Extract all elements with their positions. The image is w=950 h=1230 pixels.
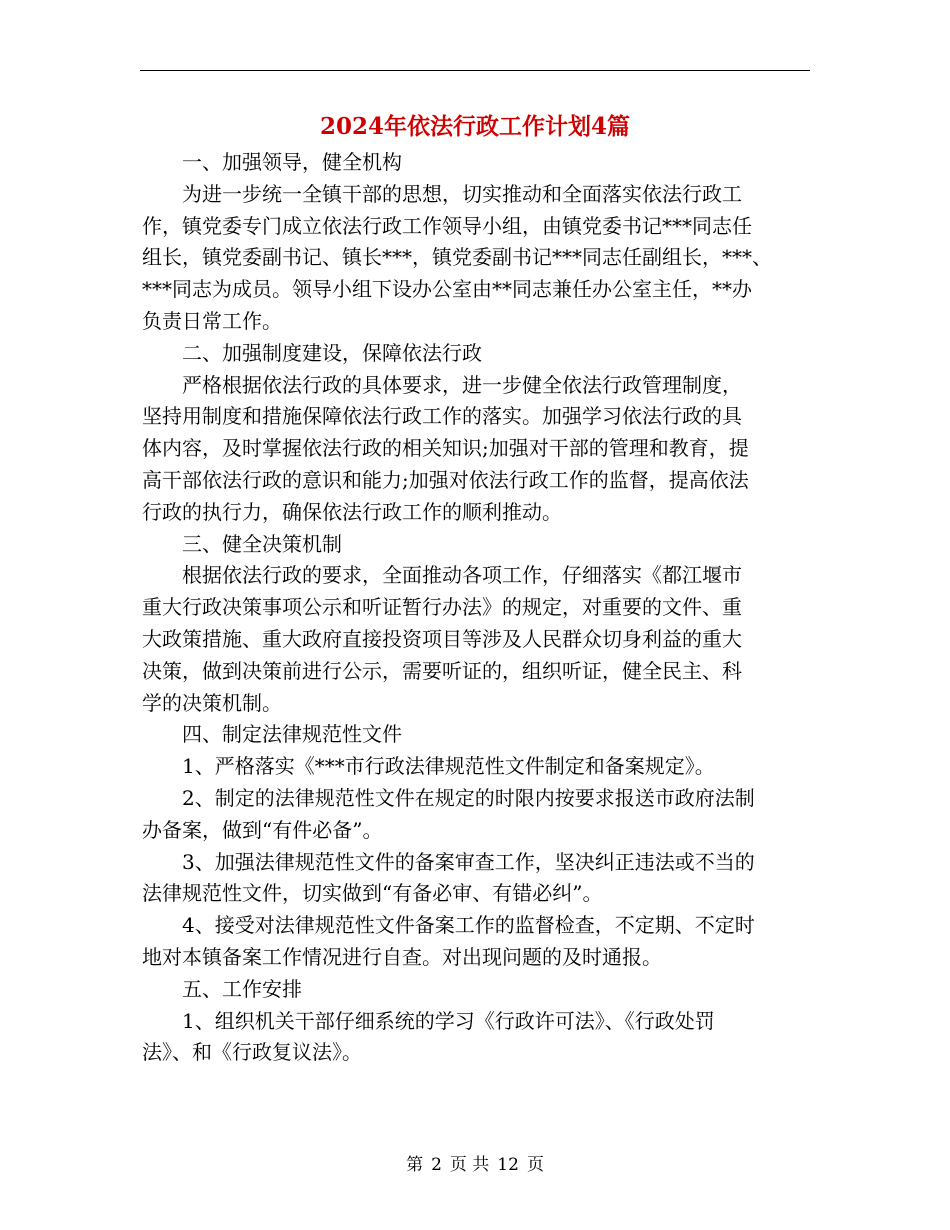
footer-suffix: 页 bbox=[526, 1155, 544, 1175]
document-body bbox=[142, 147, 812, 1069]
section-heading-5: 五、工作安排 bbox=[182, 976, 302, 1001]
section-paragraph-3: 根据依法行政的要求，全面推动各项工作，仔细落实《都江堰市 重大行政决策事项公示和听证暂行办法》的规定，对重要的文件、重 大政策措施、重大政府直接投资项目等涉及人民群众切身利益的重大 决策，做到决策前进行公示，需要听证的，组织听证，健全民主、科 学的决策机制。 bbox=[142, 563, 742, 715]
footer-prefix: 第 bbox=[406, 1155, 424, 1175]
footer-current-page: 2 bbox=[431, 1155, 442, 1175]
section-heading-4: 四、制定法律规范性文件 bbox=[182, 722, 402, 747]
section-heading-2: 二、加强制度建设，保障依法行政 bbox=[182, 340, 482, 365]
list-item-4-2: 2、制定的法律规范性文件在规定的时限内按要求报送市政府法制 办备案，做到“有件必备”。 bbox=[142, 785, 755, 842]
section-heading-3: 三、健全决策机制 bbox=[182, 531, 342, 556]
document-title: 2024年依法行政工作计划4篇 bbox=[319, 113, 631, 140]
list-item-5-1: 1、组织机关干部仔细系统的学习《行政许可法》、《行政处罚 法》、和《行政复议法》。 bbox=[142, 1008, 715, 1065]
footer-total-pages: 12 bbox=[497, 1155, 519, 1175]
section-paragraph-2: 严格根据依法行政的具体要求，进一步健全依法行政管理制度， 坚持用制度和措施保障依法行政工作的落实。加强学习依法行政的具 体内容，及时掌握依法行政的相关知识;加强对干部的管理和教育，提 高干部依法行政的意识和能力;加强对依法行政工作的监督，提高依法 行政的执行力，确保依法行政工作的顺利推动。 bbox=[142, 372, 749, 524]
list-item-4-1: 1、严格落实《***市行政法律规范性文件制定和备案规定》。 bbox=[182, 754, 715, 779]
section-paragraph-1: 为进一步统一全镇干部的思想，切实推动和全面落实依法行政工 作，镇党委专门成立依法行政工作领导小组，由镇党委书记***同志任 组长，镇党委副书记、镇长***，镇党委副书记***同志任副组长，***、 ***同志为成员。领导小组下设办公室由**同志兼任办公室主任，**办 负责日常工作。 bbox=[142, 181, 772, 333]
section-heading-1: 一、加强领导，健全机构 bbox=[182, 150, 402, 174]
header-rule bbox=[140, 70, 810, 71]
footer-mid: 页 共 bbox=[449, 1155, 490, 1175]
page-footer bbox=[0, 1153, 950, 1177]
list-item-4-4: 4、接受对法律规范性文件备案工作的监督检查，不定期、不定时 地对本镇备案工作情况进行自查。对出现问题的及时通报。 bbox=[142, 913, 755, 969]
list-item-4-3: 3、加强法律规范性文件的备案审查工作，坚决纠正违法或不当的 法律规范性文件，切实做到“有备必审、有错必纠”。 bbox=[142, 849, 755, 906]
